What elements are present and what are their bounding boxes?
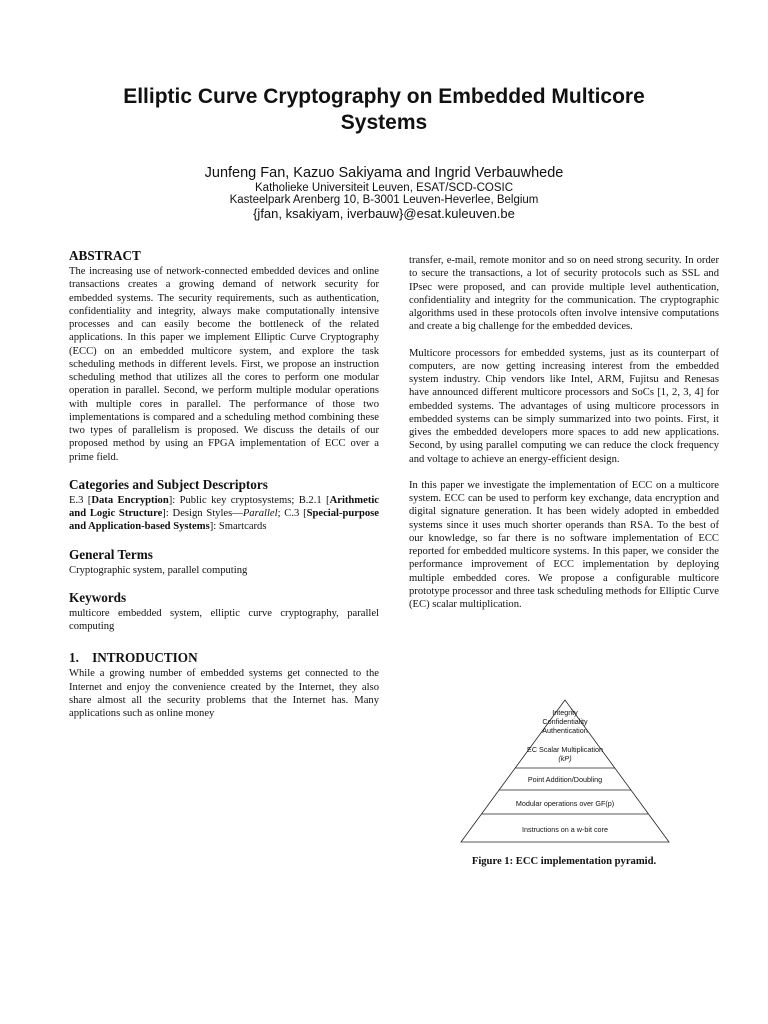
right-column bbox=[409, 254, 719, 611]
introduction-paragraph-2: Multicore processors for embedded systems, just as its counterpart of computers, are now getting increasing interest from the embedded system industry. Chip vendors like Intel, ARM, Fujitsu and Renesas have announced different multicore processors and SoCs [1, 2, 3, 4] for embedded systems. The advantages of using multicore processors in embedded systems can be simply summarized into two points. First, it gives the embedded developers more spaces to add new applications. Second, by using parallel computing we can reduce the clock frequency and voltage to achieve an energy-efficient design. bbox=[409, 347, 719, 465]
title-line-2: Systems bbox=[340, 111, 428, 134]
pyramid-level-3: Point Addition/Doubling bbox=[527, 775, 603, 784]
affiliation-address: Kasteelpark Arenberg 10, B-3001 Leuven-Heverlee, Belgium bbox=[229, 194, 539, 206]
general-terms-heading: General Terms bbox=[69, 546, 153, 562]
categories-text: E.3 [Data Encryption]: Public key cryptosystems; B.2.1 [Arithmetic and Logic Structure]: Design Styles—Parallel; C.3 [Special-purpose and Application-based Systems]: Smartcards bbox=[69, 494, 380, 533]
abstract-text: The increasing use of network-connected embedded devices and online transactions creates a growing demand of network security for embedded systems. The security requirements, such as authentication, confidentiality and integrity, always make computationally intensive processes and can easily become the bottleneck of the related applications. In this paper we implement Elliptic Curve Cryptography (ECC) on an embedded multicore system, and explore the task scheduling methods in different levels. First, we propose an instruction scheduling method that utilizes all the cores to perform one modular operation in parallel. Second, we perform multiple modular operations with multiple cores in parallel. The performance of those two implementations is compared and a scheduling method combining these two types of parallelism is proposed. We discuss the details of our proposed method by using an FPGA implementation of ECC over a prime field. bbox=[69, 266, 379, 463]
left-column bbox=[69, 248, 379, 720]
keywords-text: multicore embedded system, elliptic curve cryptography, parallel computing bbox=[69, 607, 379, 632]
pyramid-level-4: Modular operations over GF(p) bbox=[515, 799, 615, 808]
general-terms-text: Cryptographic system, parallel computing bbox=[69, 564, 248, 576]
pyramid-level-5: Instructions on a w-bit core bbox=[522, 825, 608, 834]
pyramid-level-1-line-3: Authentication bbox=[542, 726, 588, 735]
pyramid-level-1-line-1: Integrity bbox=[552, 708, 578, 717]
ecc-pyramid-figure bbox=[455, 698, 675, 846]
pyramid-level-1-line-2: Confidentiality bbox=[542, 717, 588, 726]
introduction-heading: 1. INTRODUCTION bbox=[69, 650, 198, 666]
introduction-paragraph-1: While a growing number of embedded systems get connected to the Internet and enjoy the convenience created by the Internet, they also share almost all the security problems that the Internet has. Many applications such as online money bbox=[69, 668, 379, 719]
figure-caption: Figure 1: ECC implementation pyramid. bbox=[471, 856, 657, 867]
keywords-heading: Keywords bbox=[69, 589, 127, 605]
pyramid-level-2-line-1: EC Scalar Multiplication bbox=[527, 745, 603, 754]
pyramid-level-2-line-2: (kP) bbox=[558, 754, 572, 763]
author-list: Junfeng Fan, Kazuo Sakiyama and Ingrid Verbauwhede bbox=[204, 165, 564, 181]
abstract-heading: ABSTRACT bbox=[69, 248, 141, 263]
introduction-paragraph-1-continued: transfer, e-mail, remote monitor and so on need strong security. In order to secure the transactions, a lot of security protocols such as SSL and IPsec were proposed, and can provide multiple level authentication, confidentiality and integrity for the communication. The cryptographic algorithms used in these protocols often involve intensive computations and create a big challenge for the embedded devices. bbox=[409, 255, 719, 333]
pyramid-diagram bbox=[455, 698, 675, 846]
categories-heading: Categories and Subject Descriptors bbox=[69, 476, 268, 492]
author-emails: {jfan, ksakiyam, iverbauw}@esat.kuleuven.be bbox=[253, 206, 515, 221]
introduction-paragraph-3: In this paper we investigate the implementation of ECC on a multicore system. ECC can be used to perform key exchange, data encryption and digital signature generation. It has been widely adopted in embedded systems since it uses much shorter operands than RSA. To the best of our knowledge, so far there is no software implementation of ECC reported for embedded multicore systems. In this paper, we consider the performance improvement of ECC implementation by deploying multiple embedded cores. We propose a configurable multicore prototype processor and three task scheduling methods for Elliptic Curve (EC) scalar multiplication. bbox=[409, 479, 719, 610]
paper-title bbox=[60, 84, 708, 136]
affiliation-university: Katholieke Universiteit Leuven, ESAT/SCD-COSIC bbox=[255, 182, 513, 194]
title-line-1: Elliptic Curve Cryptography on Embedded Multicore bbox=[123, 85, 645, 108]
